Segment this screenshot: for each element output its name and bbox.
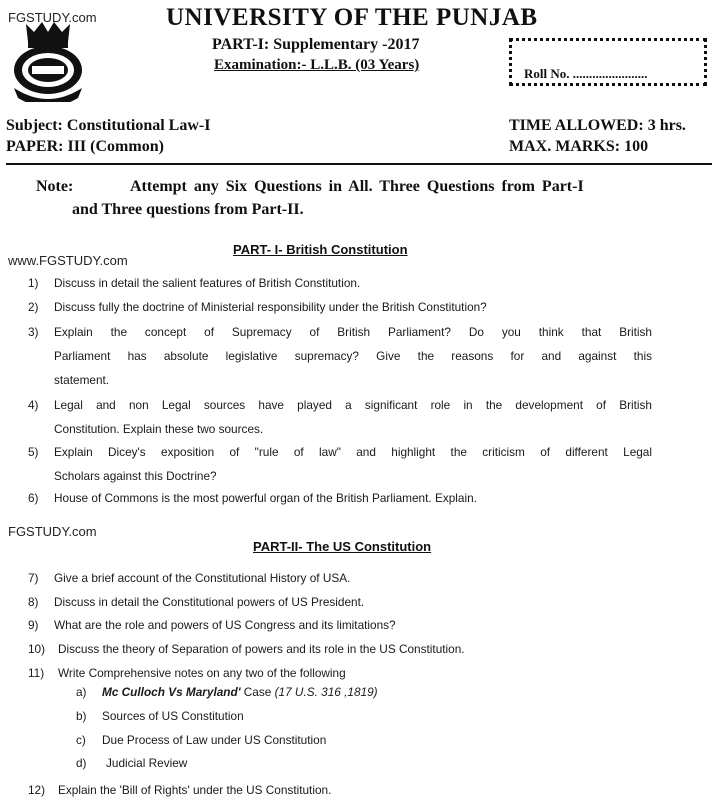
question-text-line-3: statement. bbox=[54, 373, 110, 387]
question-text-line-2: Parliament has absolute legislative supremacy? Give the reasons for and against this bbox=[54, 349, 652, 363]
question-text: Discuss fully the doctrine of Ministerial responsibility under the British Constitution? bbox=[54, 300, 487, 314]
question-5 bbox=[28, 440, 652, 488]
case-citation: (17 U.S. 316 ,1819) bbox=[274, 685, 378, 699]
question-number: 11) bbox=[28, 666, 45, 680]
case-name: Mc Culloch Vs Maryland' bbox=[102, 685, 241, 699]
question-text: House of Commons is the most powerful organ of the British Parliament. Explain. bbox=[54, 491, 477, 505]
question-12 bbox=[28, 778, 652, 802]
question-number: 1) bbox=[28, 276, 39, 290]
question-text: What are the role and powers of US Congress and its limitations? bbox=[54, 618, 396, 632]
question-number: 5) bbox=[28, 445, 39, 459]
question-9 bbox=[28, 613, 652, 637]
note-line-1: Attempt any Six Questions in All. Three Questions from Part-I bbox=[130, 178, 584, 195]
subitem-letter: c) bbox=[76, 733, 86, 747]
question-text: Explain the 'Bill of Rights' under the US Constitution. bbox=[58, 783, 332, 797]
university-crest-icon bbox=[8, 18, 88, 102]
roll-number-label: Roll No. ....................... bbox=[524, 66, 648, 81]
question-text: Write Comprehensive notes on any two of the following bbox=[58, 666, 346, 680]
question-number: 3) bbox=[28, 325, 39, 339]
subitem-text: Judicial Review bbox=[106, 756, 188, 770]
question-number: 6) bbox=[28, 491, 39, 505]
question-text-line-1: Explain the concept of Supremacy of British Parliament? Do you think that British bbox=[54, 325, 652, 339]
question-number: 7) bbox=[28, 571, 39, 585]
exam-name: Examination:- L.L.B. (03 Years) bbox=[214, 57, 420, 73]
question-11 bbox=[28, 661, 652, 685]
subitem-letter: a) bbox=[76, 685, 87, 699]
subitem-b bbox=[76, 709, 476, 731]
question-text-line-2: Scholars against this Doctrine? bbox=[54, 469, 217, 483]
note-line-2: and Three questions from Part-II. bbox=[72, 201, 304, 218]
question-10 bbox=[28, 637, 652, 661]
max-marks: MAX. MARKS: 100 bbox=[509, 138, 649, 155]
question-text-line-1: Legal and non Legal sources have played a significant role in the development of British bbox=[54, 398, 652, 412]
subitem-text: Sources of US Constitution bbox=[102, 709, 244, 723]
subitem-text: Due Process of Law under US Constitution bbox=[102, 733, 327, 747]
time-allowed: TIME ALLOWED: 3 hrs. bbox=[509, 117, 686, 134]
question-1 bbox=[28, 271, 652, 295]
question-text-line-2: Constitution. Explain these two sources. bbox=[54, 422, 264, 436]
question-text: Discuss in detail the Constitutional powers of US President. bbox=[54, 595, 365, 609]
watermark-middle: www.FGSTUDY.com bbox=[8, 253, 128, 268]
question-text: Discuss the theory of Separation of powers and its role in the US Constitution. bbox=[58, 642, 465, 656]
question-3 bbox=[28, 320, 652, 392]
question-7 bbox=[28, 566, 652, 590]
question-number: 2) bbox=[28, 300, 39, 314]
question-text: Discuss in detail the salient features of British Constitution. bbox=[54, 276, 361, 290]
question-8 bbox=[28, 590, 652, 614]
roll-number-box[interactable] bbox=[509, 38, 707, 86]
subitem-letter: b) bbox=[76, 709, 87, 723]
subitem-letter: d) bbox=[76, 756, 87, 770]
question-number: 4) bbox=[28, 398, 39, 412]
watermark-lower: FGSTUDY.com bbox=[8, 524, 97, 539]
question-number: 12) bbox=[28, 783, 46, 797]
paper: PAPER: III (Common) bbox=[6, 138, 164, 155]
watermark-top: FGSTUDY.com bbox=[8, 10, 97, 25]
subject: Subject: Constitutional Law-I bbox=[6, 117, 211, 134]
question-4 bbox=[28, 393, 652, 441]
header-divider bbox=[6, 163, 712, 165]
case-word: Case bbox=[240, 685, 275, 699]
question-number: 8) bbox=[28, 595, 39, 609]
exam-part: PART-I: Supplementary -2017 bbox=[212, 36, 420, 53]
part-1-heading: PART- I- British Constitution bbox=[233, 242, 408, 257]
question-number: 9) bbox=[28, 618, 39, 632]
subitem-d bbox=[76, 756, 476, 778]
question-text-line-1: Explain Dicey's exposition of "rule of law" and highlight the criticism of different Legal bbox=[54, 445, 652, 459]
subitem-a bbox=[76, 685, 476, 707]
subitem-c bbox=[76, 733, 476, 755]
university-title: UNIVERSITY OF THE PUNJAB bbox=[166, 4, 538, 31]
question-2 bbox=[28, 295, 652, 319]
note-label: Note: bbox=[36, 178, 74, 195]
question-6 bbox=[28, 486, 652, 510]
question-text: Give a brief account of the Constitutional History of USA. bbox=[54, 571, 351, 585]
subitem-text bbox=[102, 685, 378, 699]
part-2-heading: PART-II- The US Constitution bbox=[253, 539, 432, 554]
question-number: 10) bbox=[28, 642, 46, 656]
